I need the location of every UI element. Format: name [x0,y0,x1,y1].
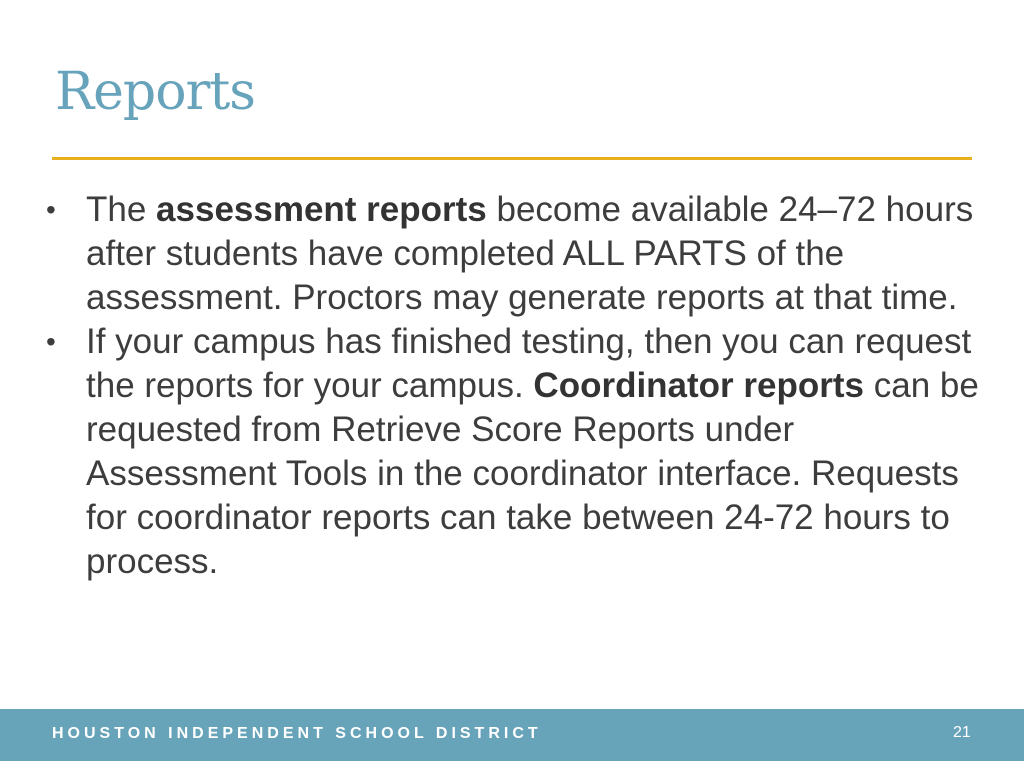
bullet-bold-text: Coordinator reports [533,366,864,405]
bullet-list [86,188,986,584]
slide-title: Reports [55,62,255,122]
footer-bar [0,709,1024,761]
bullet-item [86,188,986,320]
bullet-text: The [86,190,157,229]
footer-organization: HOUSTON INDEPENDENT SCHOOL DISTRICT [52,725,542,742]
page-number: 21 [953,724,971,741]
bullet-bold-text: assessment reports [156,190,487,229]
bullet-text: If your campus has finished testing, then you can request the reports for your campus. [86,322,972,405]
title-divider [52,157,972,160]
bullet-text: can be requested from Retrieve Score Reports under Assessment Tools in the coordinator interface. Requests for coordinator reports can take between 24-72 hours to process. [86,366,979,581]
bullet-text: become available 24–72 hours after students have completed ALL PARTS of the assessment. Proctors may generate reports at that time. [86,190,974,317]
bullet-item [86,320,986,584]
